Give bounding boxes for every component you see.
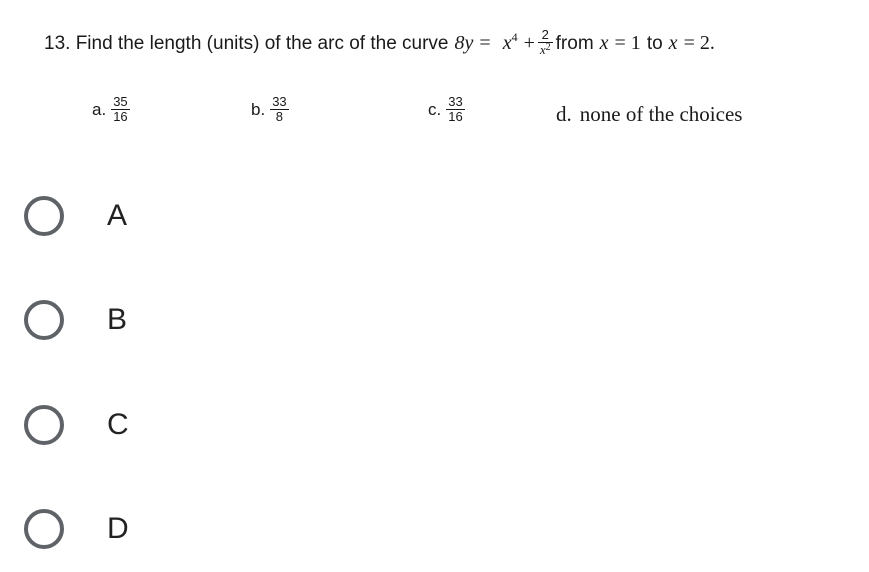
question-text (44, 28, 859, 59)
equation-fraction (538, 28, 553, 59)
equation-exponent: 4 (511, 30, 518, 44)
choice-b (251, 95, 292, 124)
equation-x: x (502, 32, 512, 54)
choice-b-fraction (270, 95, 288, 124)
option-c-label[interactable]: C (107, 408, 129, 441)
option-c[interactable] (24, 405, 129, 445)
choice-c (428, 95, 468, 124)
option-a-label[interactable]: A (107, 199, 128, 232)
radio-b-icon[interactable] (24, 300, 64, 340)
choice-b-label: b. (251, 99, 266, 119)
choice-c-label: c. (428, 99, 442, 119)
choice-a (92, 95, 133, 124)
equation-equals: = (479, 32, 491, 54)
lower-bound-var: x (599, 32, 609, 54)
upper-bound-var: x (668, 32, 678, 54)
to-text: to (646, 32, 663, 54)
question-prefix: 13. Find the length (units) of the arc of the curve (44, 32, 449, 54)
upper-bound-value: = 2. (683, 32, 715, 54)
radio-a-icon[interactable] (24, 196, 64, 236)
choice-b-numerator: 33 (272, 94, 287, 109)
from-text: from (555, 32, 594, 54)
equation-lhs: 8y (454, 32, 474, 54)
choice-a-label: a. (92, 99, 107, 119)
fraction-denominator: $x^2$ (539, 42, 551, 57)
choice-d-text: none of the choices (579, 102, 743, 126)
choice-a-fraction (111, 95, 129, 124)
choice-a-numerator: 35 (113, 94, 128, 109)
option-d-label[interactable]: D (107, 512, 129, 545)
choice-d-label: d. (556, 102, 572, 126)
choice-d (556, 102, 742, 127)
option-b-label[interactable]: B (107, 303, 128, 336)
fraction-numerator: 2 (541, 27, 549, 42)
choice-a-denominator: 16 (113, 109, 128, 124)
option-a[interactable] (24, 196, 127, 236)
choice-c-denominator: 16 (448, 109, 463, 124)
equation-plus: + (523, 32, 535, 54)
radio-d-icon[interactable] (24, 509, 64, 549)
choice-c-numerator: 33 (448, 94, 463, 109)
option-b[interactable] (24, 300, 127, 340)
radio-c-icon[interactable] (24, 405, 64, 445)
option-d[interactable] (24, 509, 129, 549)
choice-b-denominator: 8 (275, 109, 284, 124)
lower-bound-value: = 1 (614, 32, 641, 54)
choice-c-fraction (446, 95, 464, 124)
